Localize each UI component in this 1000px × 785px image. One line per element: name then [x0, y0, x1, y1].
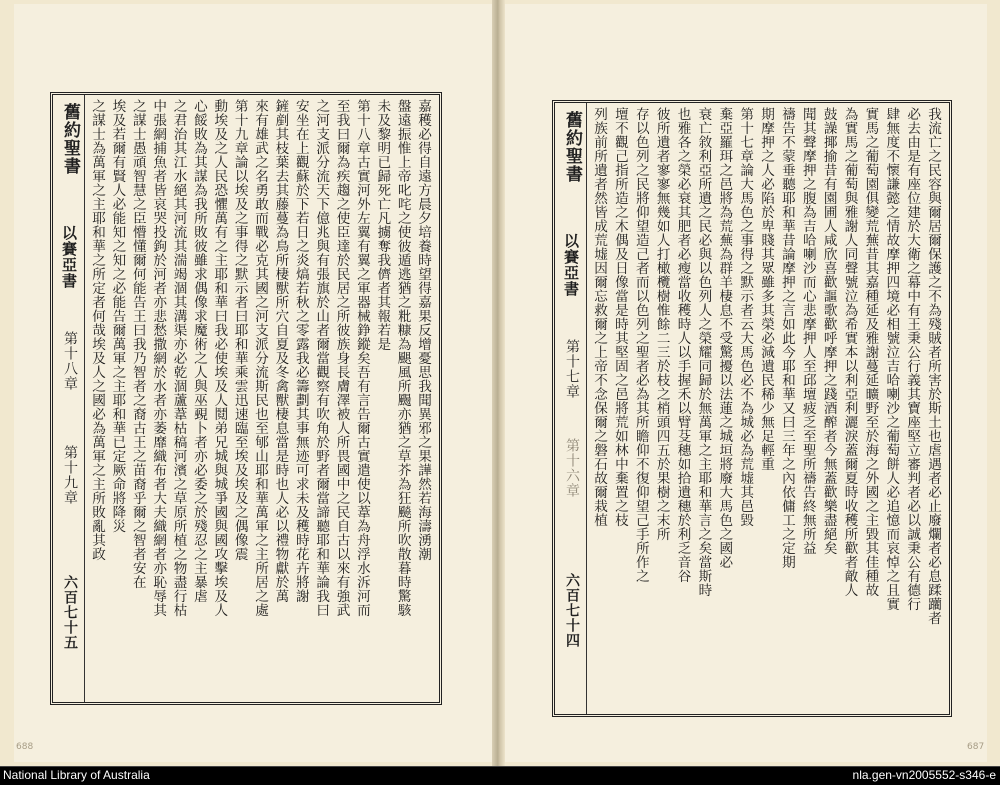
text-column: 埃及若爾有賢人必能知之知之必能告爾萬軍之主耶和華已定厥命將降災: [109, 99, 126, 533]
running-title: 舊約聖書: [562, 111, 582, 183]
running-title: 舊約聖書: [60, 103, 80, 175]
book-name: 以賽亞書: [60, 225, 78, 289]
text-column: 我流亡之民容與爾居爾保護之不為殘賊者所害於斯土也虐遇者必止廢爛者必息蹂躪者: [925, 107, 941, 625]
text-column: 之河支派分流天下億兆與有張旗於山者爾當觀察有吹角於野者爾當諦聽耶和華論我曰: [313, 99, 330, 617]
chapter-label: 第十八章: [62, 331, 78, 391]
text-column: 彼所遺者寥寥無幾如人打橄欖樹惟餘二三於枝之梢頭四五於果樹之末所: [653, 107, 670, 541]
left-page: [14, 4, 492, 762]
right-body-text: [589, 107, 943, 710]
item-identifier: nla.gen-vn2005552-s346-e: [852, 768, 996, 782]
text-column: 安坐在上觀蘇於下若日之炎熇若秋之零露我必籌劃其事無迹可求未及穫時花卉將謝: [292, 99, 309, 603]
library-name: National Library of Australia: [3, 768, 150, 782]
text-column: 實馬之葡萄園俱變荒蕪昔其嘉種延及雅謝蔓延曠野至於海之外國之主毀其佳種故: [862, 107, 879, 597]
text-column: 期摩押之人必陷於卑賤其眾雖多其榮必減遺民稀少無足輕重: [758, 107, 774, 471]
text-column: 至我曰爾為疾趨之使臣達於民居之所彼族身長膚澤被人所畏國中之民自古以來有強武: [333, 99, 350, 617]
text-column: 第十八章古實河外左翼有翼之軍器械錚鏦矣吾有言告爾古實遣使以葦為舟浮水泝河而: [353, 99, 370, 617]
scan-number: 687: [967, 742, 985, 752]
scan-number: 688: [16, 742, 34, 752]
text-column: 來有雄武之名勇敢而戰必克其國之河支派分流斯民也至郇山耶和華萬軍之主所居之處: [252, 99, 268, 617]
text-column: 肆無度不懷謙懿之情故摩押四境必相號泣吉哈喇沙之葡萄餅人必追憶而哀悼之且實: [883, 107, 900, 611]
text-column: 動埃及之人民恐懼萬有之主耶和華曰我必使埃及人鬩弟兄城與城爭國與國攻擊埃及人: [211, 99, 228, 617]
text-column: 棄亞羅珥之邑將為荒蕪為群羊棲息不受驚擾以法蓮之城垣將廢大馬色之國必: [716, 107, 733, 569]
left-text-frame: [50, 92, 442, 705]
text-column: 鼓譟揶揄昔有園圃人咸欣喜歡謳歌歡呼摩押之踐酒醡者今無蓋歡樂盡絕矣: [820, 107, 837, 555]
chapter-label: 第十九章: [62, 445, 78, 505]
text-column: 中張網捕魚者皆哀哭投鉤於河者亦悲愁撒網於水者亦萎靡織布者大夫織網者亦恥辱其: [150, 99, 167, 617]
text-column: 嘉穫必得自遠方晨夕培養時望得嘉果反增憂思我聞異邪之果譁然若海濤湧潮: [415, 99, 431, 561]
footer-rule: [0, 766, 1000, 767]
text-column: 壇不觀己指所造之木偶及日像當是時其堅固之邑將荒如林中棄置之枝: [611, 107, 628, 527]
book-gutter: [492, 0, 505, 766]
text-column: 也雅各之榮必衰其肥者必瘦當收穫時人以手握禾以臂芟穗如拾遺穗於利乏音谷: [674, 107, 691, 583]
left-page-header: [53, 95, 85, 702]
text-column: 必去由是有座位建於大衛之幕中有王秉公行義其寶座堅立審判者必以誠秉公有德行: [904, 107, 921, 611]
chapter-label-faint: 第十六章: [564, 438, 580, 498]
text-column: 之君治其江水絕其河流其湍竭涸其溝渠亦必乾涸蘆葦枯稿河濱之草原所植之物盡行枯: [170, 99, 187, 617]
page-number: 六百七十四: [564, 573, 580, 648]
text-column: 未及黎明已歸死亡凡擄奪我儕者其報若是: [374, 99, 391, 351]
library-footer: [0, 766, 1000, 785]
text-column: 聞其聲摩押之腹為吉哈喇沙而心悲摩押人至邱壇疲乏至聖所禱告終無所益: [799, 107, 816, 555]
text-column: 鏟剷其枝葉去其藤蔓為鳥所棲獸所穴自夏及冬禽獸棲息當是時也人必以禮物獻於萬: [272, 99, 289, 603]
text-column: 第十七章論大馬色之事得之默示者云大馬色必不為城必為荒墟其邑毀: [737, 107, 754, 527]
text-column: 存以色列之民將仰望造己者而以色列之聖者必為其所瞻仰不復仰望己手所作之: [632, 107, 649, 583]
left-body-text: [87, 99, 433, 698]
right-page-header: [555, 103, 587, 714]
text-column: 之謀士為萬軍之主耶和華之所定者何哉埃及人之國必為萬軍之主所敗亂其政: [89, 99, 105, 561]
right-text-frame: [552, 100, 952, 717]
chapter-label: 第十七章: [564, 339, 580, 399]
right-page: [505, 4, 987, 762]
text-column: 第十九章論以埃及之事得之默示者曰耶和華乘雲迅速臨至埃及埃及之偶像震: [231, 99, 248, 561]
text-column: 衰亡敘利亞所遺之民必與以色列人之榮耀同歸於無萬軍之主耶和華言之矣當斯時: [695, 107, 712, 597]
text-column: 列族前所遺者然皆成荒墟因爾忘救爾之上帝不念保爾之磐石故爾栽植: [591, 107, 607, 527]
page-number: 六百七十五: [62, 575, 78, 650]
text-column: 禱告不蒙垂聽耶和華昔論摩押之言如此今耶和華又曰三年之內依傭工之定期: [778, 107, 795, 569]
text-column: 心餒敗為其謀為我所敗彼雖求偶像求魔術之人與巫覡卜者亦必委之於殘忍之主暴虐: [190, 99, 207, 603]
text-column: 為實馬之葡萄與雅謝人同聲號泣為希實本以利亞利灑淚蓋爾夏時收穫所歡者敵人: [841, 107, 858, 597]
text-column: 之謀士愚頑智慧之臣懵懂爾何能告王曰我乃智者之裔古王之苗裔乎爾之智者安在: [129, 99, 146, 589]
book-name: 以賽亞書: [562, 233, 580, 297]
text-column: 盤遠振惟上帝叱咤之使彼遁逃猶之粃糠為颶風所颺亦猶之草芥為狂飈所吹散暮時驚駭: [394, 99, 411, 617]
